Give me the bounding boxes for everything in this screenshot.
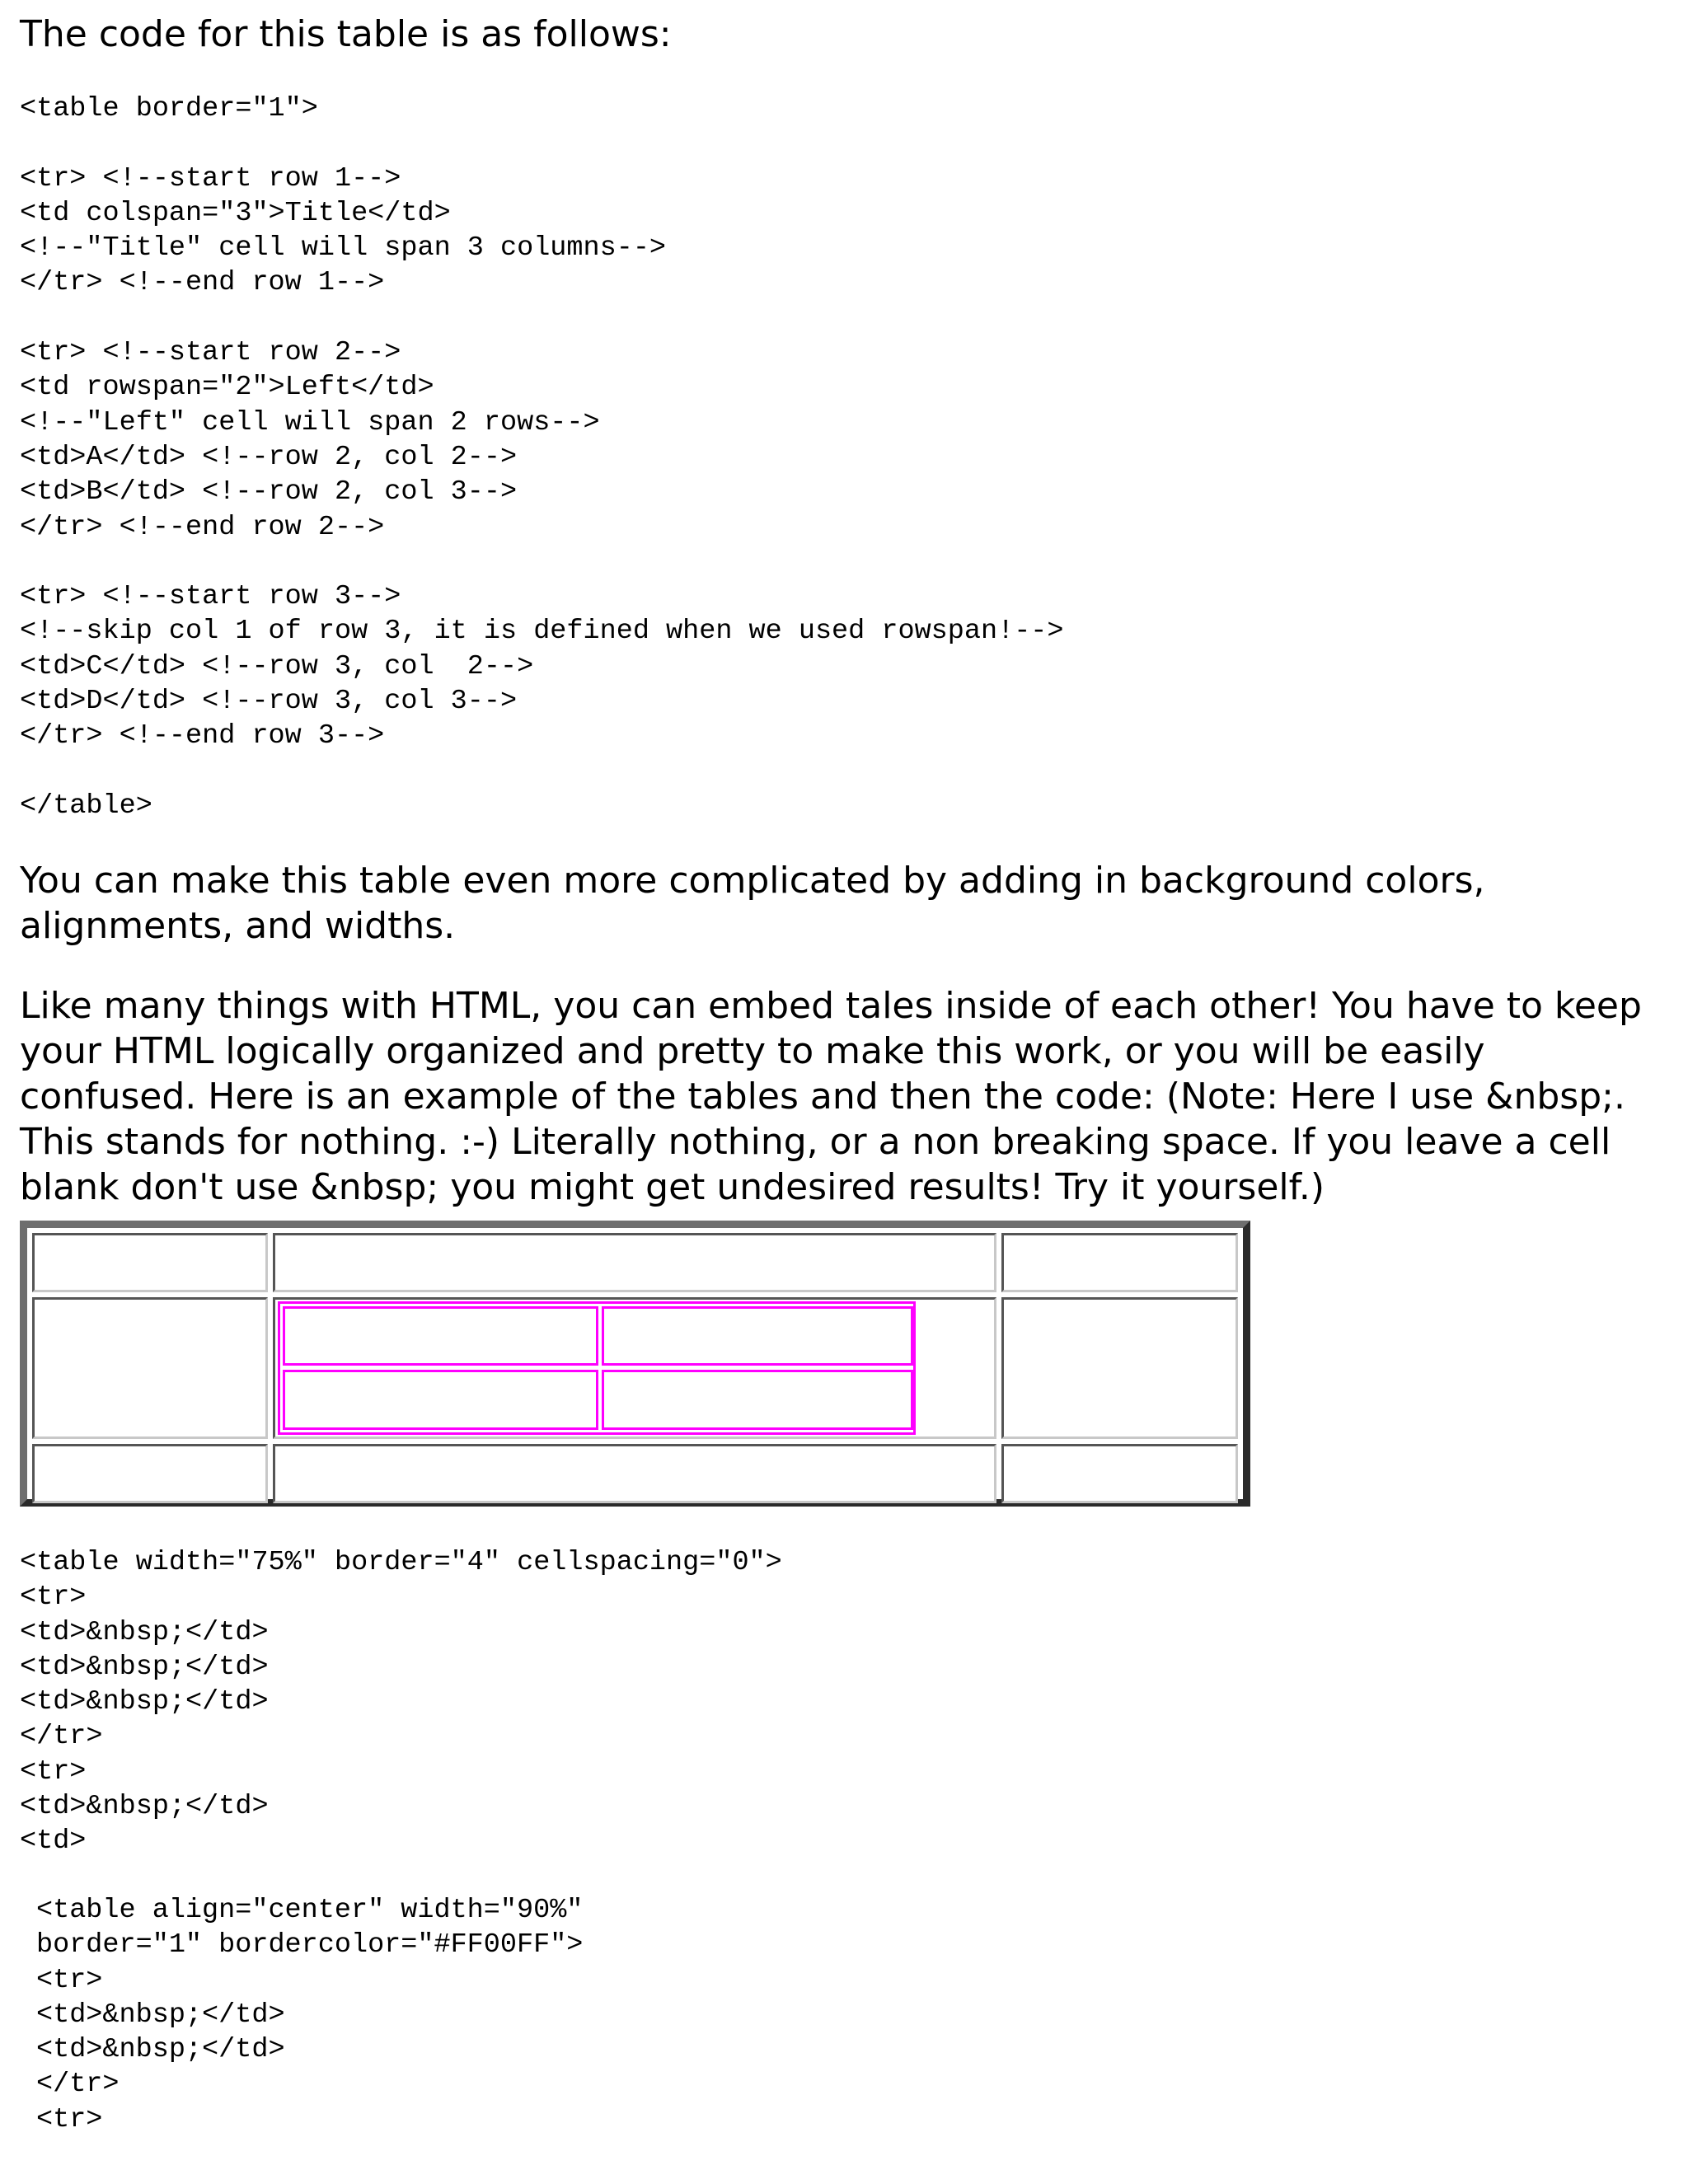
code-line: <td>&nbsp;</td>: [36, 1999, 285, 2031]
paragraph-complicated-tables: You can make this table even more complicated by adding in background colors, alignments, and widths.: [20, 860, 1485, 947]
code-line: <td>C</td> <!--row 3, col 2-->: [20, 650, 534, 682]
code-line: <tr> <!--start row 3-->: [20, 581, 401, 613]
code-line: <tr>: [36, 1964, 103, 1996]
demo-cell-r3c2: [273, 1444, 996, 1503]
code-line: <table width="75%" border="4" cellspacing="0">: [20, 1547, 782, 1578]
code-line: </tr> <!--end row 3-->: [20, 720, 385, 752]
code-line: <!--"Title" cell will span 3 columns-->: [20, 232, 667, 265]
code-line: <!--"Left" cell will span 2 rows-->: [20, 406, 600, 438]
demo-cell-r2c2: [273, 1297, 996, 1439]
demo-cell-r1c3: [1001, 1233, 1238, 1292]
inner-cell-r2c1: [283, 1370, 598, 1430]
code-block-3: [36, 1893, 583, 2137]
code-block-1: [20, 91, 1064, 823]
demo-cell-r3c1: [32, 1444, 268, 1503]
code-line: <td>&nbsp;</td>: [20, 1686, 269, 1718]
paragraph-nested-tables: Like many things with HTML, you can embed tales inside of each other! You have to keep your HTML logically organized and pretty to make this work, or you will be easily confused. Here is an example of the tables and then the code: (Note: Here I use &nbsp;. This stands for nothing. :-) Literally nothing, or a non breaking space. If you leave a cell blank don't use &nbsp; you might get undesired results! Try it yourself.): [20, 985, 1642, 1208]
code-line: <table align="center" width="90%": [36, 1895, 584, 1926]
demo-cell-r1c1: [32, 1233, 268, 1292]
code-line: [20, 754, 1064, 789]
inner-cell-r1c1: [283, 1306, 598, 1366]
code-line: <tr>: [36, 2103, 103, 2135]
inner-cell-r2c2: [602, 1370, 913, 1430]
code-line: </table>: [20, 790, 152, 822]
code-line: [20, 301, 1064, 335]
code-line: <td>: [20, 1825, 87, 1858]
code-line: <!--skip col 1 of row 3, it is defined when we used rowspan!-->: [20, 616, 1064, 648]
code-line: <td>B</td> <!--row 2, col 3-->: [20, 476, 518, 509]
demo-cell-r1c2: [273, 1233, 996, 1292]
code-line: <tr> <!--start row 2-->: [20, 337, 401, 369]
code-block-2: [20, 1545, 782, 1859]
code-line: <td>&nbsp;</td>: [36, 2034, 285, 2066]
code-line: <tr> <!--start row 1-->: [20, 162, 401, 194]
code-line: border="1" bordercolor="#FF00FF">: [36, 1929, 584, 1961]
demo-inner-table: [278, 1301, 916, 1435]
code-line: <td>&nbsp;</td>: [20, 1651, 269, 1683]
code-line: <tr>: [20, 1755, 87, 1788]
code-line: <td>&nbsp;</td>: [20, 1616, 269, 1648]
code-line: </tr> <!--end row 2-->: [20, 511, 385, 543]
code-line: [20, 545, 1064, 579]
code-line: <td>&nbsp;</td>: [20, 1791, 269, 1823]
code-line: </tr>: [20, 1721, 103, 1753]
inner-cell-r1c2: [602, 1306, 913, 1366]
code-line: <td>A</td> <!--row 2, col 2-->: [20, 441, 518, 473]
code-line: <td rowspan="2">Left</td>: [20, 372, 434, 404]
code-line: [20, 126, 1064, 161]
code-line: <td>D</td> <!--row 3, col 3-->: [20, 686, 518, 718]
code-line: </tr> <!--end row 1-->: [20, 267, 385, 299]
code-line: <td colspan="3">Title</td>: [20, 197, 451, 229]
code-line: <table border="1">: [20, 93, 318, 124]
code-line: </tr>: [36, 2069, 120, 2101]
code-line: <tr>: [20, 1582, 87, 1614]
intro-heading: The code for this table is as follows:: [20, 13, 672, 55]
demo-cell-r3c3: [1001, 1444, 1238, 1503]
demo-cell-r2c1: [32, 1297, 268, 1439]
demo-cell-r2c3: [1001, 1297, 1238, 1439]
demo-outer-table: [20, 1221, 1250, 1507]
